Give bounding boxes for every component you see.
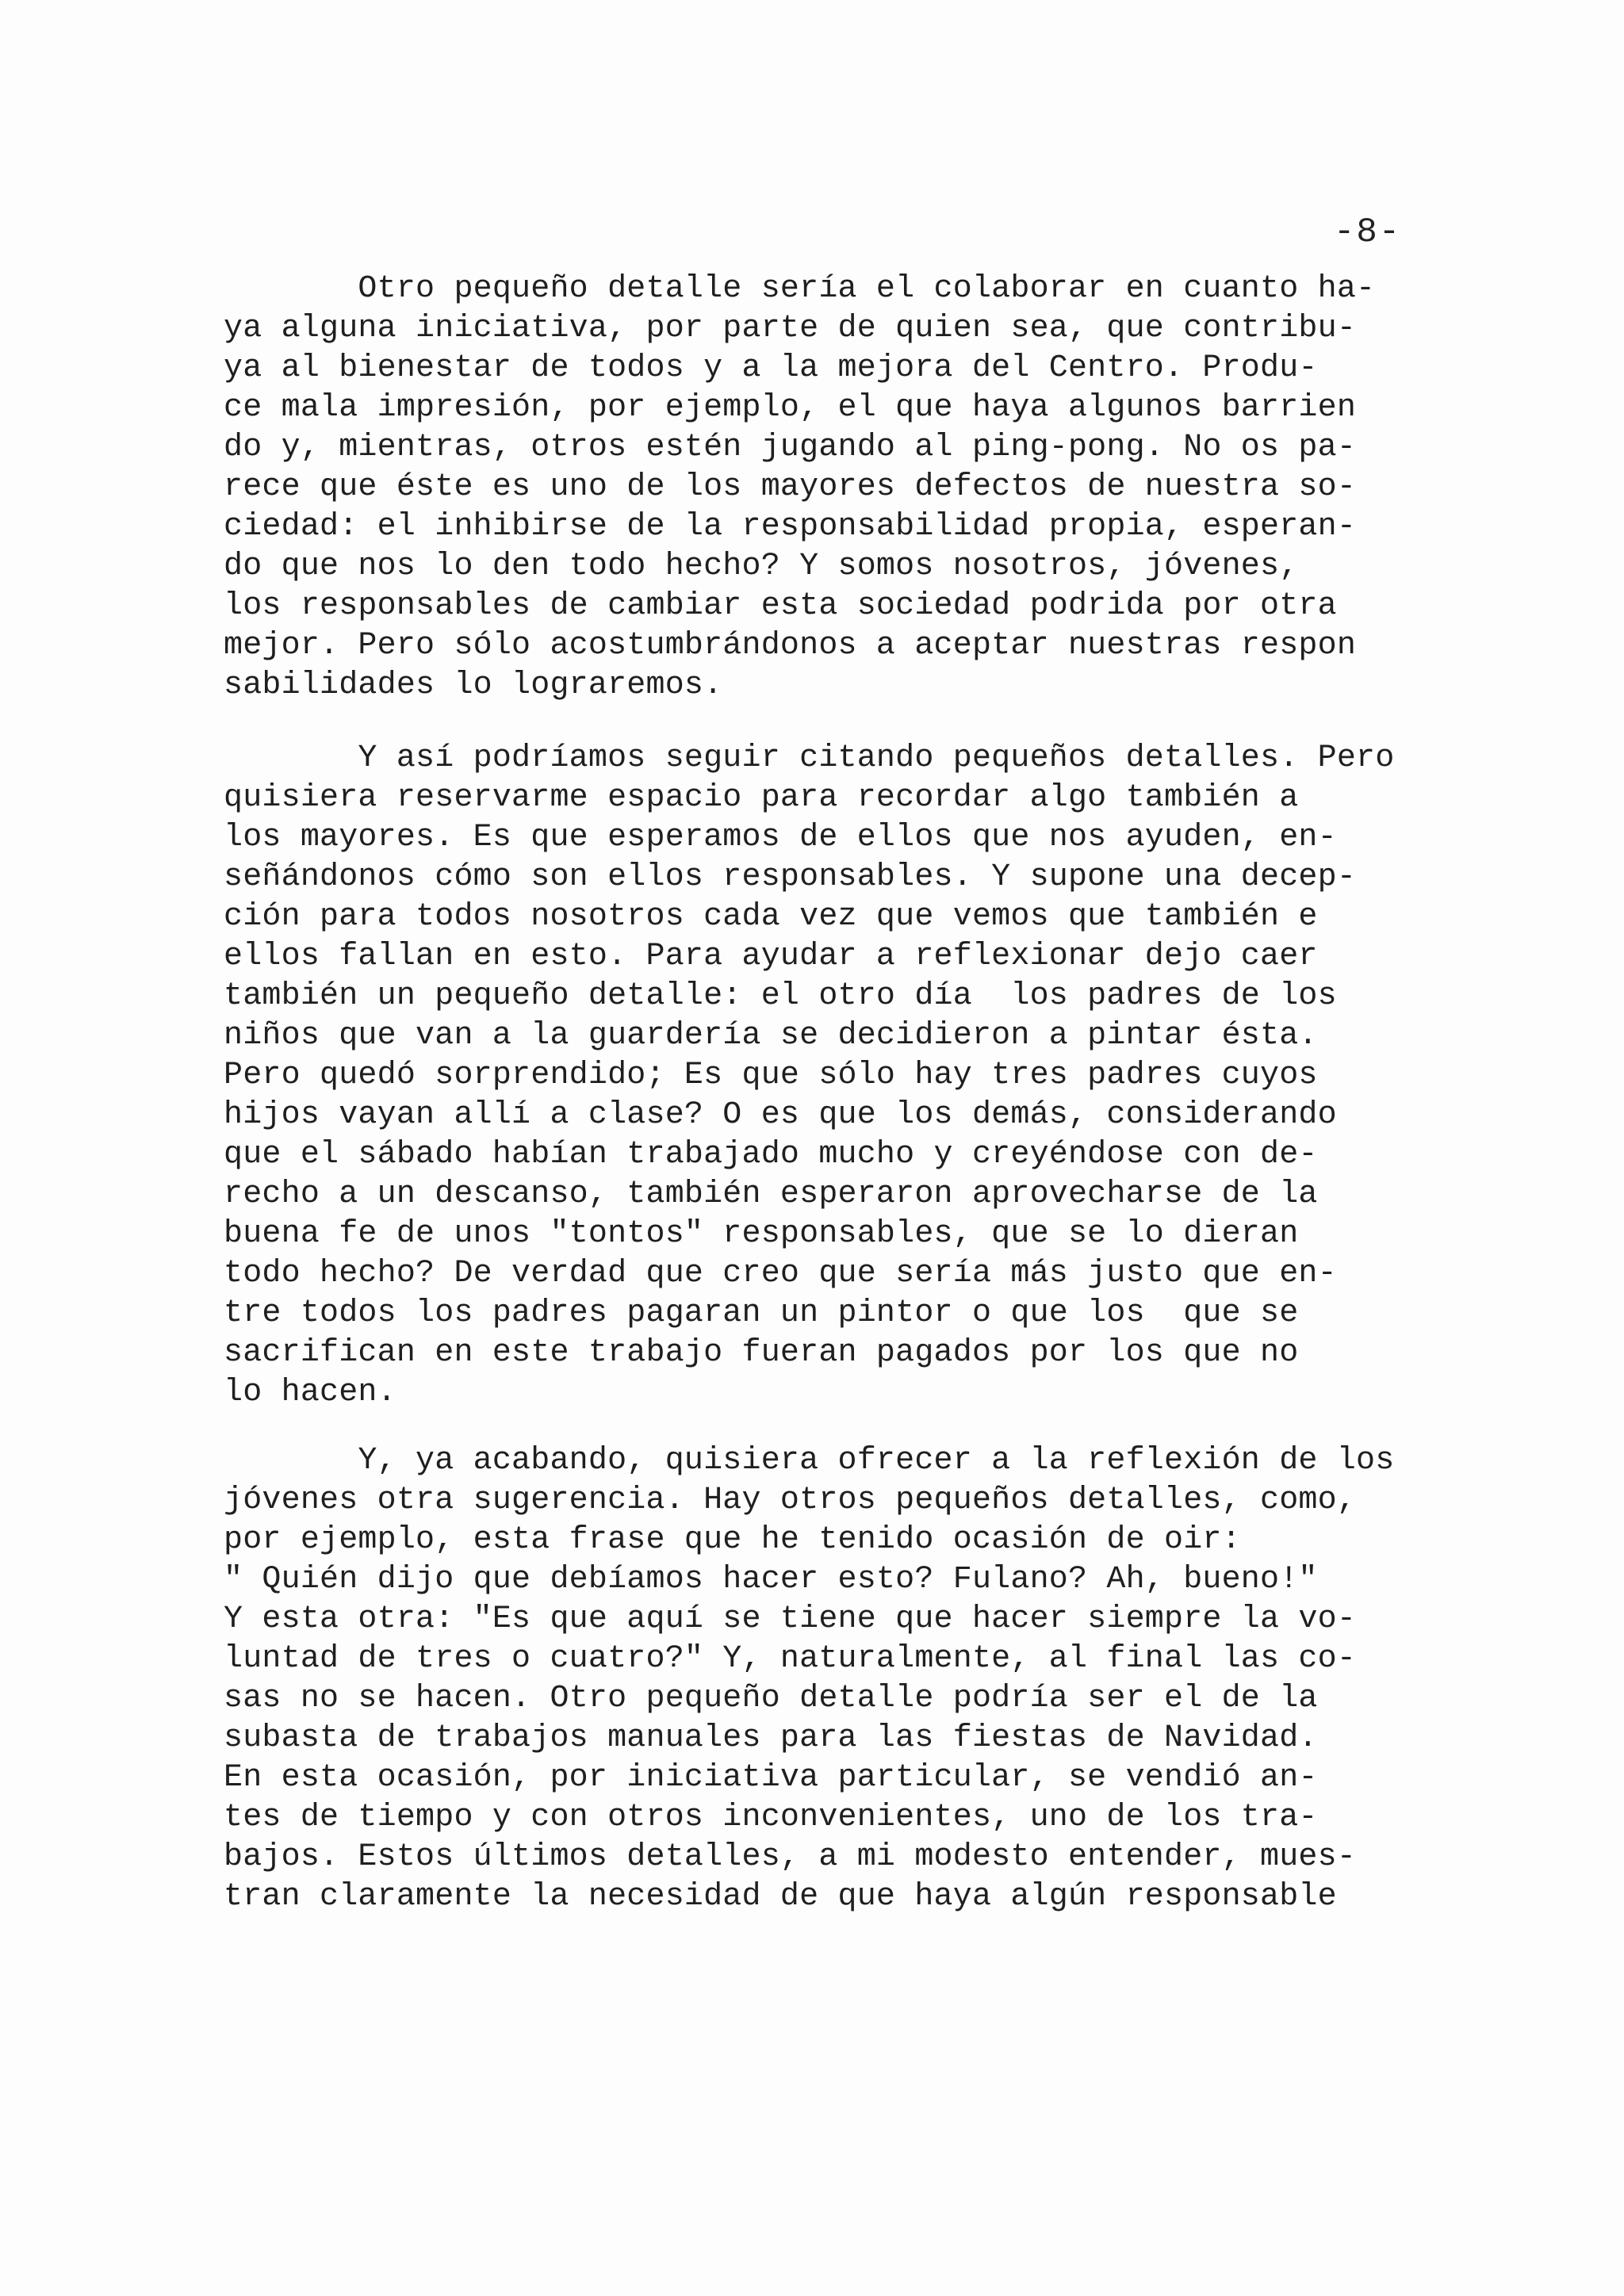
text-line: Y, ya acabando, quisiera ofrecer a la reflexión de los	[224, 1443, 1395, 1479]
text-line: Y esta otra: "Es que aquí se tiene que hacer siempre la vo-	[224, 1601, 1357, 1637]
text-line: buena fe de unos "tontos" responsables, que se lo dieran	[224, 1216, 1299, 1252]
paragraph-2	[224, 739, 1413, 1413]
text-line: lo hacen.	[224, 1375, 396, 1410]
text-line: " Quién dijo que debíamos hacer esto? Fulano? Ah, bueno!"	[224, 1562, 1318, 1598]
text-line: todo hecho? De verdad que creo que sería más justo que en-	[224, 1256, 1337, 1292]
text-line: quisiera reservarme espacio para recordar algo también a	[224, 780, 1299, 816]
text-line: niños que van a la guardería se decidieron a pintar ésta.	[224, 1018, 1318, 1054]
text-line: hijos vayan allí a clase? O es que los demás, considerando	[224, 1097, 1337, 1133]
paragraph-3	[224, 1441, 1413, 1917]
text-line: rece que éste es uno de los mayores defectos de nuestra so-	[224, 469, 1357, 505]
text-line: ya al bienestar de todos y a la mejora del Centro. Produ-	[224, 350, 1318, 386]
text-line: los mayores. Es que esperamos de ellos que nos ayuden, en-	[224, 820, 1337, 855]
text-line: ya alguna iniciativa, por parte de quien sea, que contribu-	[224, 311, 1357, 346]
text-line: ellos fallan en esto. Para ayudar a reflexionar dejo caer	[224, 939, 1318, 974]
text-line: Pero quedó sorprendido; Es que sólo hay tres padres cuyos	[224, 1058, 1318, 1093]
text-line: mejor. Pero sólo acostumbrándonos a aceptar nuestras respon	[224, 628, 1357, 664]
text-line: tes de tiempo y con otros inconvenientes, uno de los tra-	[224, 1800, 1318, 1835]
text-line: sas no se hacen. Otro pequeño detalle podría ser el de la	[224, 1681, 1318, 1716]
text-line: ciedad: el inhibirse de la responsabilidad propia, esperan-	[224, 509, 1357, 545]
text-line: bajos. Estos últimos detalles, a mi modesto entender, mues-	[224, 1839, 1357, 1875]
text-line: subasta de trabajos manuales para las fiestas de Navidad.	[224, 1720, 1318, 1756]
text-line: Y así podríamos seguir citando pequeños detalles. Pero	[224, 740, 1395, 776]
text-line: ción para todos nosotros cada vez que vemos que también e	[224, 899, 1318, 935]
text-line: sacrifican en este trabajo fueran pagados por los que no	[224, 1335, 1299, 1371]
text-line: luntad de tres o cuatro?" Y, naturalmente, al final las co-	[224, 1641, 1357, 1677]
text-line: también un pequeño detalle: el otro día los padres de los	[224, 978, 1337, 1014]
text-line: que el sábado habían trabajado mucho y creyéndose con de-	[224, 1137, 1318, 1173]
text-line: los responsables de cambiar esta sociedad podrida por otra	[224, 588, 1337, 624]
text-line: do y, mientras, otros estén jugando al ping-pong. No os pa-	[224, 430, 1357, 465]
text-line: tre todos los padres pagaran un pintor o que los que se	[224, 1295, 1299, 1331]
text-line: ce mala impresión, por ejemplo, el que haya algunos barrien	[224, 390, 1357, 426]
page-number: -8-	[1334, 212, 1402, 252]
text-line: sabilidades lo lograremos.	[224, 668, 723, 703]
text-line: Otro pequeño detalle sería el colaborar en cuanto ha-	[224, 271, 1376, 307]
text-line: tran claramente la necesidad de que haya algún responsable	[224, 1879, 1337, 1915]
text-line: En esta ocasión, por iniciativa particular, se vendió an-	[224, 1760, 1318, 1796]
text-line: do que nos lo den todo hecho? Y somos nosotros, jóvenes,	[224, 549, 1299, 584]
text-line: por ejemplo, esta frase que he tenido ocasión de oir:	[224, 1522, 1241, 1558]
paragraph-1	[224, 270, 1413, 706]
text-line: señándonos cómo son ellos responsables. Y supone una decep-	[224, 859, 1357, 895]
text-line: recho a un descanso, también esperaron aprovecharse de la	[224, 1177, 1318, 1212]
text-line: jóvenes otra sugerencia. Hay otros pequeños detalles, como,	[224, 1483, 1357, 1518]
